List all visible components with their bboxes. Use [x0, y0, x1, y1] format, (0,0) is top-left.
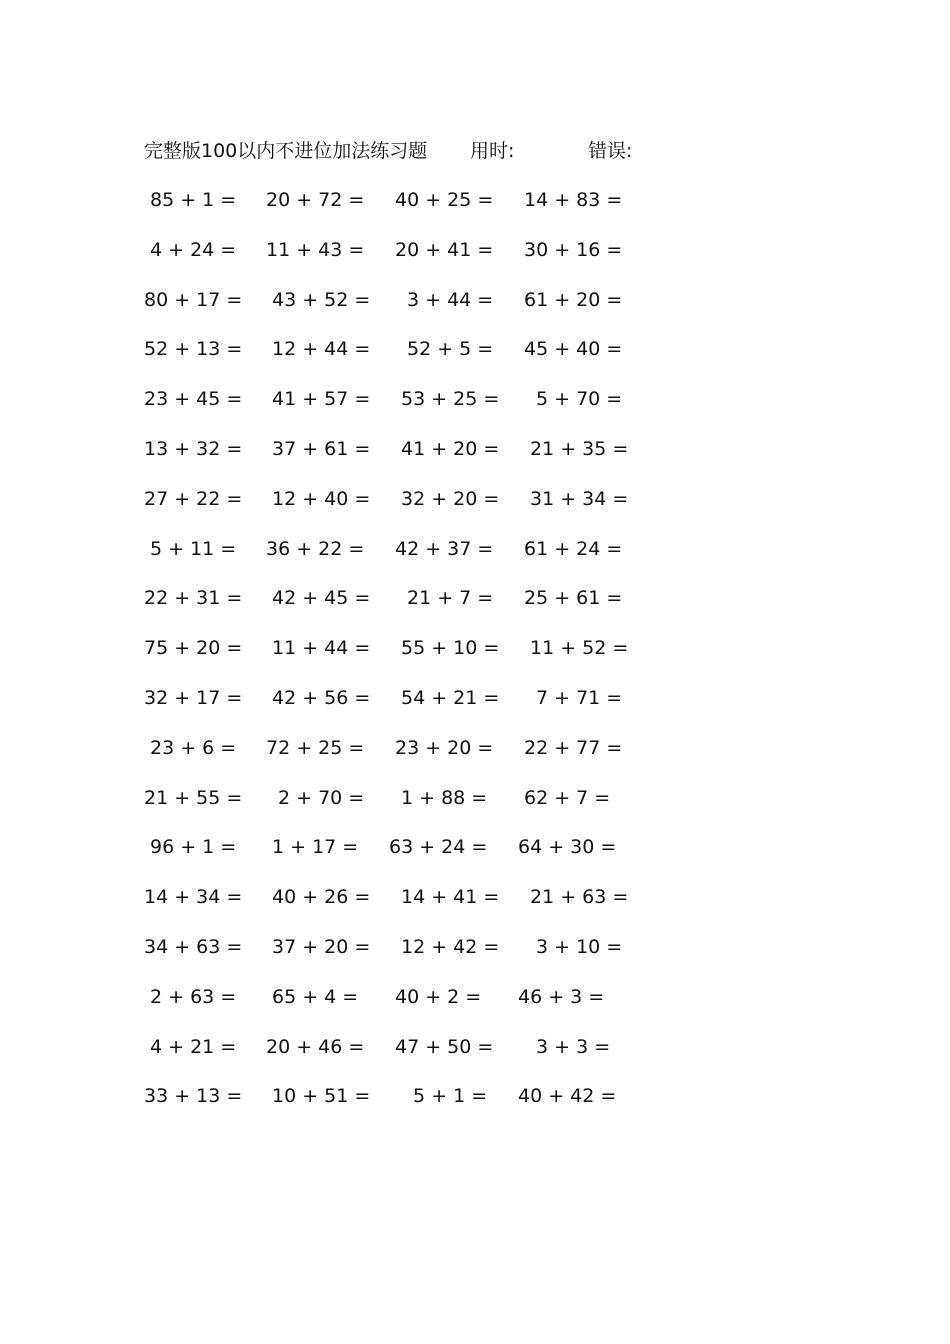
- addition-problem: 27 + 22 =: [144, 487, 243, 510]
- addition-problem: 40 + 42 =: [518, 1085, 617, 1108]
- addition-problem: 63 + 24 =: [389, 836, 488, 859]
- addition-problem: 31 + 34 =: [530, 487, 629, 510]
- addition-problem: 12 + 42 =: [401, 935, 500, 958]
- problem-row: [0, 832, 950, 882]
- addition-problem: 37 + 61 =: [272, 437, 371, 460]
- problem-row: [0, 434, 950, 484]
- addition-problem: 30 + 16 =: [524, 238, 623, 261]
- problem-row: [0, 633, 950, 683]
- addition-problem: 14 + 83 =: [524, 189, 623, 211]
- problem-row: [0, 235, 950, 285]
- worksheet-title: 完整版100以内不进位加法练习题: [144, 140, 428, 162]
- addition-problem: 96 + 1 =: [150, 836, 237, 859]
- addition-problem: 21 + 35 =: [530, 437, 629, 460]
- addition-problem: 4 + 21 =: [150, 1035, 237, 1058]
- addition-problem: 11 + 43 =: [266, 238, 365, 261]
- addition-problem: 25 + 61 =: [524, 587, 623, 610]
- time-label: 用时:: [470, 140, 515, 162]
- addition-problem: 40 + 26 =: [272, 886, 371, 909]
- problem-row: [0, 783, 950, 833]
- worksheet-header: [144, 136, 704, 166]
- problem-row: [0, 484, 950, 534]
- addition-problem: 3 + 10 =: [536, 935, 623, 958]
- addition-problem: 62 + 7 =: [524, 786, 611, 809]
- addition-problem: 22 + 31 =: [144, 587, 243, 610]
- addition-problem: 40 + 2 =: [395, 985, 482, 1008]
- problem-row: [0, 932, 950, 982]
- addition-problem: 14 + 41 =: [401, 886, 500, 909]
- addition-problem: 41 + 57 =: [272, 388, 371, 411]
- addition-problem: 13 + 32 =: [144, 437, 243, 460]
- problem-row: [0, 683, 950, 733]
- addition-problem: 52 + 5 =: [407, 338, 494, 361]
- addition-problem: 65 + 4 =: [272, 985, 359, 1008]
- addition-problem: 23 + 6 =: [150, 736, 237, 759]
- addition-problem: 55 + 10 =: [401, 637, 500, 660]
- addition-problem: 52 + 13 =: [144, 338, 243, 361]
- addition-problem: 33 + 13 =: [144, 1085, 243, 1108]
- addition-problem: 43 + 52 =: [272, 288, 371, 311]
- addition-problem: 32 + 17 =: [144, 686, 243, 709]
- addition-problem: 14 + 34 =: [144, 886, 243, 909]
- addition-problem: 21 + 7 =: [407, 587, 494, 610]
- addition-problem: 4 + 24 =: [150, 238, 237, 261]
- addition-problem: 21 + 55 =: [144, 786, 243, 809]
- addition-problem: 5 + 70 =: [536, 388, 623, 411]
- problem-row: [0, 285, 950, 335]
- addition-problem: 12 + 44 =: [272, 338, 371, 361]
- addition-problem: 54 + 21 =: [401, 686, 500, 709]
- problem-row: [0, 534, 950, 584]
- addition-problem: 47 + 50 =: [395, 1035, 494, 1058]
- problem-row: [0, 1032, 950, 1082]
- addition-problem: 42 + 37 =: [395, 537, 494, 560]
- addition-problem: 20 + 72 =: [266, 189, 365, 211]
- addition-problem: 36 + 22 =: [266, 537, 365, 560]
- error-label: 错误:: [588, 140, 633, 162]
- addition-problem: 7 + 71 =: [536, 686, 623, 709]
- addition-problem: 11 + 52 =: [530, 637, 629, 660]
- addition-problem: 34 + 63 =: [144, 935, 243, 958]
- addition-problem: 37 + 20 =: [272, 935, 371, 958]
- addition-problem: 42 + 45 =: [272, 587, 371, 610]
- addition-problem: 42 + 56 =: [272, 686, 371, 709]
- addition-problem: 3 + 44 =: [407, 288, 494, 311]
- addition-problem: 21 + 63 =: [530, 886, 629, 909]
- problem-row: [0, 384, 950, 434]
- problem-row: [0, 583, 950, 633]
- problem-row: [0, 882, 950, 932]
- addition-problem: 11 + 44 =: [272, 637, 371, 660]
- addition-problem: 3 + 3 =: [536, 1035, 611, 1058]
- problem-grid: [0, 185, 950, 1131]
- addition-problem: 5 + 11 =: [150, 537, 237, 560]
- addition-problem: 41 + 20 =: [401, 437, 500, 460]
- problem-row: [0, 982, 950, 1032]
- addition-problem: 64 + 30 =: [518, 836, 617, 859]
- addition-problem: 61 + 24 =: [524, 537, 623, 560]
- problem-row: [0, 733, 950, 783]
- addition-problem: 10 + 51 =: [272, 1085, 371, 1108]
- addition-problem: 22 + 77 =: [524, 736, 623, 759]
- addition-problem: 80 + 17 =: [144, 288, 243, 311]
- addition-problem: 20 + 41 =: [395, 238, 494, 261]
- addition-problem: 72 + 25 =: [266, 736, 365, 759]
- addition-problem: 40 + 25 =: [395, 189, 494, 211]
- problem-row: [0, 334, 950, 384]
- addition-problem: 2 + 63 =: [150, 985, 237, 1008]
- addition-problem: 85 + 1 =: [150, 189, 237, 211]
- addition-problem: 75 + 20 =: [144, 637, 243, 660]
- addition-problem: 32 + 20 =: [401, 487, 500, 510]
- addition-problem: 53 + 25 =: [401, 388, 500, 411]
- addition-problem: 23 + 45 =: [144, 388, 243, 411]
- addition-problem: 12 + 40 =: [272, 487, 371, 510]
- addition-problem: 1 + 88 =: [401, 786, 488, 809]
- addition-problem: 20 + 46 =: [266, 1035, 365, 1058]
- addition-problem: 2 + 70 =: [278, 786, 365, 809]
- addition-problem: 23 + 20 =: [395, 736, 494, 759]
- addition-problem: 61 + 20 =: [524, 288, 623, 311]
- problem-row: [0, 185, 950, 235]
- problem-row: [0, 1081, 950, 1131]
- addition-problem: 45 + 40 =: [524, 338, 623, 361]
- addition-problem: 1 + 17 =: [272, 836, 359, 859]
- addition-problem: 5 + 1 =: [413, 1085, 488, 1108]
- addition-problem: 46 + 3 =: [518, 985, 605, 1008]
